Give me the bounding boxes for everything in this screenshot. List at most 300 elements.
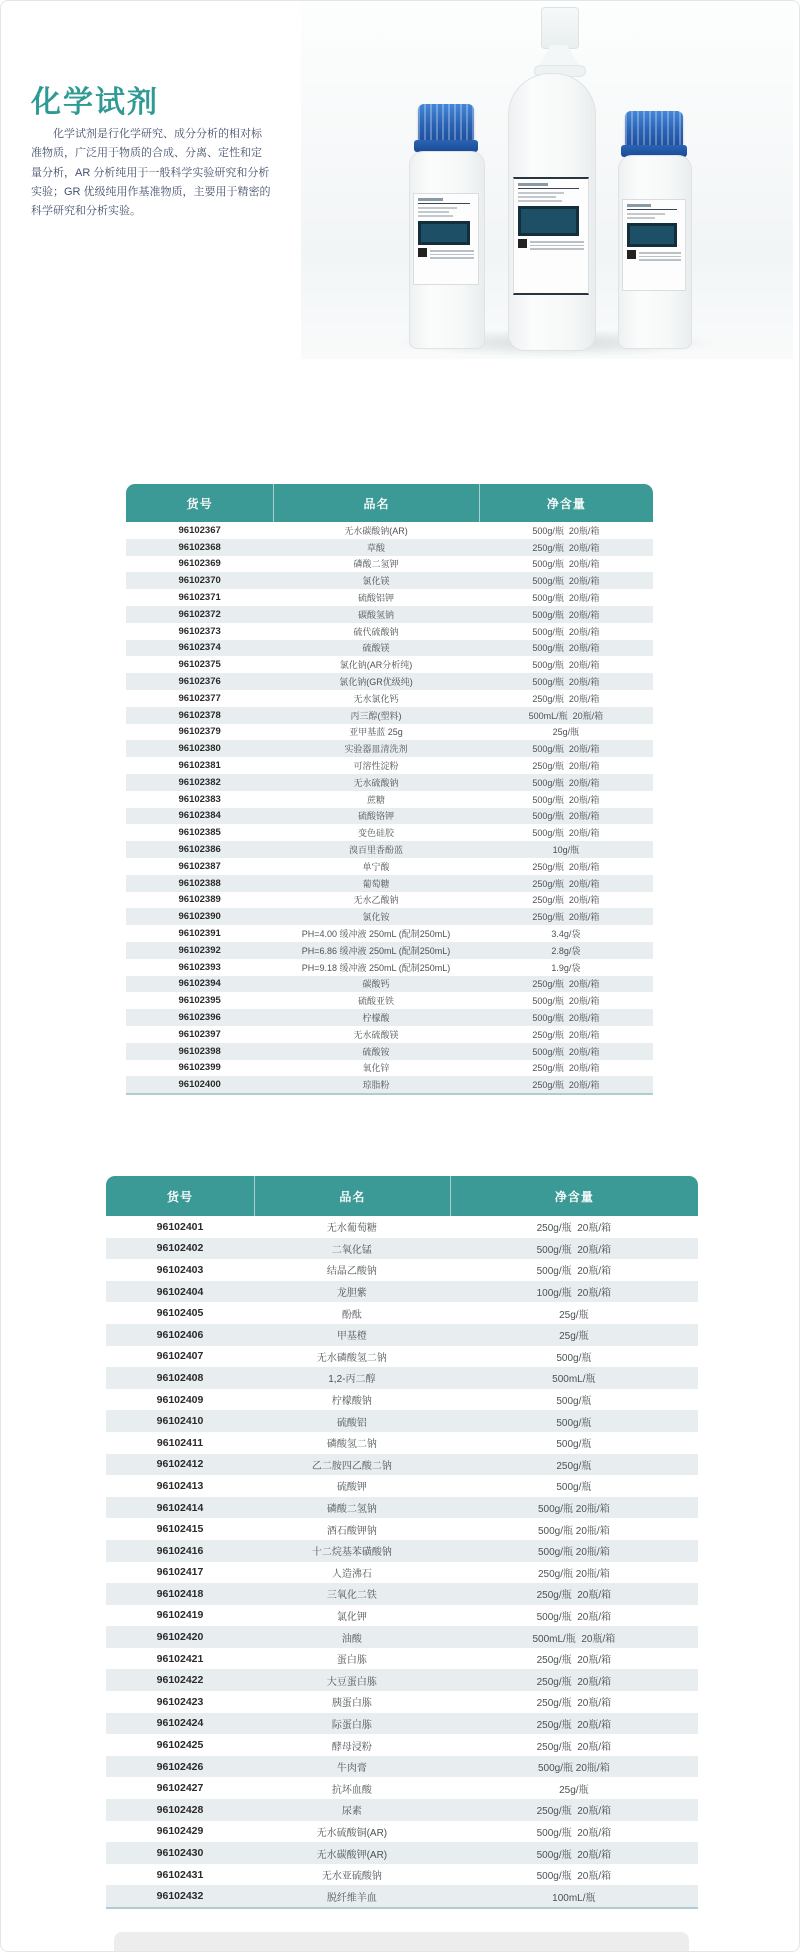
bottle-label <box>413 193 479 285</box>
table-row <box>126 808 653 825</box>
item-code: 96102369 <box>178 558 221 570</box>
label-rule <box>418 203 470 204</box>
bottle-cap-icon <box>418 104 474 142</box>
table-row <box>126 875 653 892</box>
net-content: 250g/瓶 20瓶/箱 <box>536 1655 612 1667</box>
product-name: 氯化镁 <box>362 576 390 587</box>
net-content: 500g/瓶 20瓶/箱 <box>538 1547 610 1559</box>
item-code: 96102411 <box>156 1436 204 1449</box>
bottle-cap-icon <box>625 111 683 147</box>
net-content: 500g/瓶 20瓶/箱 <box>532 525 600 536</box>
product-name: 氯化钠(GR优级纯) <box>339 677 413 688</box>
table-row <box>106 1497 698 1519</box>
catalog-table-1 <box>126 484 653 1095</box>
table-row <box>106 1864 698 1886</box>
label-fineprint <box>530 239 584 252</box>
product-name: 无水硫酸镁 <box>353 1029 399 1040</box>
net-content: 500g/瓶 20瓶/箱 <box>532 1013 600 1023</box>
item-code: 96102391 <box>178 928 221 940</box>
net-content: 500g/瓶 20瓶/箱 <box>532 1046 600 1057</box>
table-row <box>126 757 653 774</box>
product-name: 抗坏血酸 <box>331 1784 372 1796</box>
column-header: 品名 <box>273 484 478 522</box>
item-code: 96102380 <box>178 743 221 755</box>
product-name: 脱纤维羊血 <box>326 1892 377 1904</box>
item-code: 96102367 <box>178 524 221 536</box>
product-name: PH=6.86 缓冲液 250mL (配制250mL) <box>301 945 451 956</box>
net-content: 500g/瓶 <box>556 1482 592 1494</box>
catalog-table <box>126 484 653 1093</box>
table-row <box>126 925 653 942</box>
net-content: 250g/瓶 20瓶/箱 <box>532 542 600 553</box>
product-name: 无水硫酸铜(AR) <box>316 1827 388 1839</box>
net-content: 250g/瓶 20瓶/箱 <box>536 1741 612 1753</box>
item-code: 96102423 <box>156 1695 204 1708</box>
product-name: 可溶性淀粉 <box>353 761 399 772</box>
net-content: 250g/瓶 20瓶/箱 <box>532 1029 600 1040</box>
footer-strip <box>114 1932 689 1952</box>
net-content: 500g/瓶 20瓶/箱 <box>532 609 600 620</box>
table-row <box>126 858 653 875</box>
item-code: 96102406 <box>156 1328 204 1341</box>
net-content: 250g/瓶 <box>556 1460 592 1472</box>
table-row <box>106 1626 698 1648</box>
product-name: 胰蛋白胨 <box>331 1698 372 1710</box>
table-row <box>126 1076 653 1093</box>
item-code: 96102422 <box>156 1674 204 1687</box>
net-content: 500g/瓶 20瓶/箱 <box>536 1244 612 1256</box>
net-content: 500g/瓶 20瓶/箱 <box>536 1849 612 1861</box>
product-name: 磷酸氢二钠 <box>326 1439 377 1451</box>
table-row <box>106 1648 698 1670</box>
item-code: 96102382 <box>178 776 221 788</box>
table-row <box>106 1799 698 1821</box>
table-row <box>106 1562 698 1584</box>
catalog-table <box>106 1176 698 1907</box>
item-code: 96102414 <box>156 1501 204 1514</box>
table-row <box>126 690 653 707</box>
product-name: 硫酸镁 <box>362 643 390 654</box>
item-code: 96102374 <box>178 642 221 654</box>
item-code: 96102427 <box>156 1782 204 1795</box>
product-name: 油酸 <box>341 1633 362 1645</box>
table-row <box>106 1713 698 1735</box>
net-content: 25g/瓶 <box>552 727 580 738</box>
table-row <box>126 976 653 993</box>
page-title: 化学试剂 <box>31 86 159 119</box>
net-content: 500g/瓶 20瓶/箱 <box>532 559 600 570</box>
bottle-cap-white-icon <box>541 7 579 49</box>
item-code: 96102375 <box>178 659 221 671</box>
table-row <box>106 1605 698 1627</box>
item-code: 96102407 <box>156 1350 204 1363</box>
table-row <box>106 1885 698 1907</box>
product-name: PH=4.00 缓冲液 250mL (配制250mL) <box>301 929 451 940</box>
product-name: 亚甲基蓝 25g <box>349 727 403 738</box>
net-content: 250g/瓶 20瓶/箱 <box>532 1063 600 1074</box>
label-info-panel <box>627 223 677 247</box>
net-content: 500g/瓶 20瓶/箱 <box>532 626 600 637</box>
net-content: 500g/瓶 20瓶/箱 <box>532 744 600 755</box>
product-name: 十二烷基苯磺酸钠 <box>311 1547 392 1559</box>
item-code: 96102403 <box>156 1263 204 1276</box>
item-code: 96102377 <box>178 692 221 704</box>
product-name: 牛肉膏 <box>336 1763 367 1775</box>
table-row <box>126 1009 653 1026</box>
product-name: 氯化钾 <box>336 1611 367 1623</box>
net-content: 500g/瓶 20瓶/箱 <box>532 677 600 688</box>
net-content: 500g/瓶 20瓶/箱 <box>538 1763 610 1775</box>
item-code: 96102418 <box>156 1587 204 1600</box>
table-row <box>106 1454 698 1476</box>
net-content: 250g/瓶 20瓶/箱 <box>532 693 600 704</box>
net-content: 250g/瓶 20瓶/箱 <box>536 1698 612 1710</box>
item-code: 96102428 <box>156 1803 204 1816</box>
net-content: 2.8g/袋 <box>551 945 581 956</box>
product-name: 葡萄糖 <box>362 878 390 889</box>
item-code: 96102372 <box>178 608 221 620</box>
net-content: 250g/瓶 20瓶/箱 <box>532 861 600 872</box>
table-row <box>126 640 653 657</box>
net-content: 250g/瓶 20瓶/箱 <box>532 761 600 772</box>
product-name: 草酸 <box>367 542 386 553</box>
item-code: 96102368 <box>178 541 221 553</box>
table-row <box>106 1583 698 1605</box>
product-name: 硫酸钾 <box>336 1482 367 1494</box>
item-code: 96102371 <box>178 592 221 604</box>
net-content: 500g/瓶 20瓶/箱 <box>538 1525 610 1537</box>
label-text-line <box>418 207 457 209</box>
table-row <box>106 1691 698 1713</box>
product-name: 硫酸铵 <box>362 1046 390 1057</box>
item-code: 96102404 <box>156 1285 204 1298</box>
product-name: 无水乙酸钠 <box>353 895 399 906</box>
product-name: 乙二胺四乙酸二钠 <box>311 1460 392 1472</box>
product-name: 无水硫酸钠 <box>353 777 399 788</box>
item-code: 96102381 <box>178 760 221 772</box>
net-content: 500g/瓶 <box>556 1352 592 1364</box>
item-code: 96102397 <box>178 1028 221 1040</box>
product-name: 三氧化二铁 <box>326 1590 377 1602</box>
item-code: 96102387 <box>178 860 221 872</box>
product-name: 无水磷酸氢二钠 <box>316 1352 387 1364</box>
table-row <box>126 539 653 556</box>
product-name: 酵母浸粉 <box>331 1741 372 1753</box>
product-name: 际蛋白胨 <box>331 1719 372 1731</box>
item-code: 96102408 <box>156 1371 204 1384</box>
item-code: 96102416 <box>156 1544 204 1557</box>
item-code: 96102379 <box>178 726 221 738</box>
net-content: 500g/瓶 20瓶/箱 <box>536 1266 612 1278</box>
net-content: 500g/瓶 20瓶/箱 <box>532 794 600 805</box>
product-name: 碳酸钙 <box>362 979 390 990</box>
product-name: 尿素 <box>341 1806 362 1818</box>
net-content: 250g/瓶 20瓶/箱 <box>536 1676 612 1688</box>
table-row <box>126 673 653 690</box>
table-row <box>106 1734 698 1756</box>
product-name: 甲基橙 <box>336 1331 367 1343</box>
net-content: 500g/瓶 20瓶/箱 <box>532 828 600 839</box>
table-row <box>126 556 653 573</box>
net-content: 25g/瓶 <box>559 1331 589 1343</box>
net-content: 250g/瓶 20瓶/箱 <box>532 912 600 923</box>
item-code: 96102378 <box>178 709 221 721</box>
table-row <box>126 522 653 539</box>
table-row <box>126 1043 653 1060</box>
net-content: 500mL/瓶 <box>552 1374 596 1386</box>
item-code: 96102370 <box>178 575 221 587</box>
table-header-row <box>106 1176 698 1216</box>
item-code: 96102399 <box>178 1062 221 1074</box>
item-code: 96102432 <box>156 1890 204 1903</box>
item-code: 96102386 <box>178 844 221 856</box>
net-content: 500g/瓶 20瓶/箱 <box>532 777 600 788</box>
product-name: 无水碳酸钾(AR) <box>316 1849 388 1861</box>
label-logo <box>518 183 548 186</box>
table-row <box>126 908 653 925</box>
net-content: 500g/瓶 20瓶/箱 <box>532 996 600 1007</box>
intro-paragraph: 化学试剂是行化学研究、成分分析的相对标准物质，广泛用于物质的合成、分离、定性和定量分析，AR 分析纯用于一般科学实验研究和分析实验；GR 优级纯用作基准物质，主要用于精密的科学研究和分析实验。 <box>31 128 271 217</box>
net-content: 250g/瓶 20瓶/箱 <box>536 1223 612 1235</box>
table-row <box>106 1216 698 1238</box>
item-code: 96102409 <box>156 1393 204 1406</box>
product-name: 酚酞 <box>341 1309 362 1321</box>
net-content: 10g/瓶 <box>552 845 580 856</box>
product-name: 氧化锌 <box>362 1063 390 1074</box>
table-row <box>126 740 653 757</box>
label-text-line <box>518 196 556 198</box>
net-content: 25g/瓶 <box>559 1784 589 1796</box>
net-content: 1.9g/袋 <box>551 962 581 973</box>
net-content: 250g/瓶 20瓶/箱 <box>536 1719 612 1731</box>
item-code: 96102373 <box>178 625 221 637</box>
product-name: 碳酸氢钠 <box>358 609 395 620</box>
table-row <box>126 942 653 959</box>
catalog-table-2 <box>106 1176 698 1909</box>
table-row <box>126 606 653 623</box>
item-code: 96102392 <box>178 944 221 956</box>
table-row <box>126 892 653 909</box>
net-content: 500g/瓶 20瓶/箱 <box>532 576 600 587</box>
product-name: 柠檬酸钠 <box>331 1396 372 1408</box>
item-code: 96102426 <box>156 1760 204 1773</box>
product-name: 磷酸二氢钾 <box>353 559 399 570</box>
label-text-line <box>418 211 449 213</box>
net-content: 250g/瓶 20瓶/箱 <box>532 895 600 906</box>
item-code: 96102417 <box>156 1566 204 1579</box>
table-row <box>126 1026 653 1043</box>
net-content: 500g/瓶 20瓶/箱 <box>536 1871 612 1883</box>
table-row <box>106 1259 698 1281</box>
net-content: 500g/瓶 20瓶/箱 <box>538 1504 610 1516</box>
item-code: 96102390 <box>178 911 221 923</box>
label-logo <box>418 198 443 201</box>
product-name: 柠檬酸 <box>362 1013 390 1023</box>
label-text-line <box>518 200 562 202</box>
net-content: 100g/瓶 20瓶/箱 <box>536 1288 612 1300</box>
column-header: 净含量 <box>450 1176 698 1216</box>
item-code: 96102425 <box>156 1739 204 1752</box>
product-name: PH=9.18 缓冲液 250mL (配制250mL) <box>301 962 451 973</box>
table-row <box>126 623 653 640</box>
table-row <box>126 1060 653 1077</box>
table-row <box>106 1324 698 1346</box>
table-header-row <box>126 484 653 522</box>
product-name: 蛋白胨 <box>336 1655 367 1667</box>
product-name: 单宁酸 <box>362 861 390 872</box>
table-row <box>126 841 653 858</box>
table-row <box>126 824 653 841</box>
table-row <box>106 1777 698 1799</box>
product-name: 氯化铵 <box>362 912 390 923</box>
item-code: 96102389 <box>178 894 221 906</box>
product-name: 溴百里香酚蓝 <box>349 845 404 856</box>
table-row <box>106 1389 698 1411</box>
product-name: 无水碳酸钠(AR) <box>344 525 408 536</box>
item-code: 96102383 <box>178 793 221 805</box>
item-code: 96102398 <box>178 1045 221 1057</box>
item-code: 96102400 <box>178 1079 221 1091</box>
net-content: 100mL/瓶 <box>552 1892 596 1904</box>
item-code: 96102431 <box>156 1868 204 1881</box>
product-name: 无水氯化钙 <box>353 693 399 704</box>
label-text-line <box>418 215 453 217</box>
label-text-line <box>627 213 665 215</box>
item-code: 96102401 <box>156 1220 204 1233</box>
label-fineprint <box>639 250 681 263</box>
item-code: 96102405 <box>156 1307 204 1320</box>
table-row <box>106 1669 698 1691</box>
label-fineprint <box>430 248 474 261</box>
bottle-label <box>513 177 589 295</box>
net-content: 500g/瓶 <box>556 1396 592 1408</box>
column-header: 货号 <box>126 484 273 522</box>
column-header: 货号 <box>106 1176 254 1216</box>
product-name: 琼脂粉 <box>362 1080 390 1091</box>
net-content: 500mL/瓶 20瓶/箱 <box>532 1633 616 1645</box>
item-code: 96102420 <box>156 1631 204 1644</box>
table-row <box>106 1238 698 1260</box>
net-content: 250g/瓶 20瓶/箱 <box>532 878 600 889</box>
item-code: 96102376 <box>178 676 221 688</box>
label-rule <box>518 188 579 189</box>
item-code: 96102388 <box>178 877 221 889</box>
label-text-line <box>518 192 564 194</box>
item-code: 96102429 <box>156 1825 204 1838</box>
item-code: 96102385 <box>178 827 221 839</box>
net-content: 250g/瓶 20瓶/箱 <box>532 979 600 990</box>
product-name: 硫酸铝 <box>336 1417 367 1429</box>
label-logo <box>627 204 651 207</box>
table-row <box>106 1821 698 1843</box>
column-header: 品名 <box>254 1176 450 1216</box>
item-code: 96102402 <box>156 1242 204 1255</box>
label-qr-code-icon <box>418 248 427 257</box>
table-row <box>126 656 653 673</box>
product-name: 酒石酸钾钠 <box>326 1525 377 1537</box>
table-row <box>126 572 653 589</box>
product-name: 丙三醇(塑料) <box>350 710 402 721</box>
table-row <box>106 1410 698 1432</box>
item-code: 96102419 <box>156 1609 204 1622</box>
bottle-label <box>622 199 686 291</box>
table-row <box>106 1540 698 1562</box>
item-code: 96102421 <box>156 1652 204 1665</box>
label-info-panel <box>518 206 579 236</box>
table-row <box>106 1346 698 1368</box>
product-name: 硫代硫酸钠 <box>353 626 399 637</box>
table-row <box>126 774 653 791</box>
product-name: 大豆蛋白胨 <box>326 1676 377 1688</box>
item-code: 96102415 <box>156 1523 204 1536</box>
product-name: 硫酸亚铁 <box>358 996 395 1007</box>
product-name: 氯化钠(AR分析纯) <box>339 660 413 671</box>
net-content: 500g/瓶 20瓶/箱 <box>532 660 600 671</box>
label-qr-code-icon <box>627 250 636 259</box>
table-row <box>106 1281 698 1303</box>
net-content: 250g/瓶 20瓶/箱 <box>532 1080 600 1091</box>
product-name: 实验器皿清洗剂 <box>344 744 408 755</box>
product-name: 蔗糖 <box>367 794 386 805</box>
label-info-panel <box>418 221 470 245</box>
net-content: 500g/瓶 20瓶/箱 <box>536 1827 612 1839</box>
net-content: 250g/瓶 20瓶/箱 <box>538 1568 610 1580</box>
table-row <box>106 1518 698 1540</box>
item-code: 96102430 <box>156 1847 204 1860</box>
item-code: 96102394 <box>178 978 221 990</box>
table-row <box>126 791 653 808</box>
net-content: 500g/瓶 20瓶/箱 <box>532 811 600 822</box>
table-row <box>106 1756 698 1778</box>
product-name: 硫酸铬钾 <box>358 811 395 822</box>
item-code: 96102396 <box>178 1012 221 1023</box>
table-row <box>126 959 653 976</box>
product-photo <box>301 1 793 359</box>
product-name: 硫酸铝钾 <box>358 593 395 604</box>
item-code: 96102413 <box>156 1479 204 1492</box>
product-name: 结晶乙酸钠 <box>326 1266 377 1278</box>
table-row <box>106 1475 698 1497</box>
product-name: 龙胆紫 <box>336 1288 367 1300</box>
net-content: 500g/瓶 20瓶/箱 <box>536 1611 612 1623</box>
net-content: 500g/瓶 <box>556 1417 592 1429</box>
product-name: 1,2-丙二醇 <box>328 1374 376 1386</box>
item-code: 96102412 <box>156 1458 204 1471</box>
table-row <box>106 1302 698 1324</box>
net-content: 500g/瓶 <box>556 1439 592 1451</box>
net-content: 3.4g/袋 <box>551 929 581 940</box>
item-code: 96102395 <box>178 995 221 1007</box>
net-content: 250g/瓶 20瓶/箱 <box>536 1806 612 1818</box>
table-row <box>106 1432 698 1454</box>
table-row <box>126 707 653 724</box>
item-code: 96102424 <box>156 1717 204 1730</box>
product-name: 变色硅胶 <box>358 828 395 839</box>
table-row <box>106 1842 698 1864</box>
label-rule <box>627 209 677 210</box>
product-name: 磷酸二氢钠 <box>326 1504 377 1516</box>
label-qr-code-icon <box>518 239 527 248</box>
item-code: 96102393 <box>178 961 221 973</box>
net-content: 500g/瓶 20瓶/箱 <box>532 643 600 654</box>
table-row <box>126 724 653 741</box>
net-content: 500mL/瓶 20瓶/箱 <box>528 710 604 721</box>
product-name: 无水亚硫酸钠 <box>321 1871 382 1883</box>
table-row <box>126 589 653 606</box>
item-code: 96102410 <box>156 1415 204 1428</box>
table-row <box>126 992 653 1009</box>
label-text-line <box>627 217 655 219</box>
